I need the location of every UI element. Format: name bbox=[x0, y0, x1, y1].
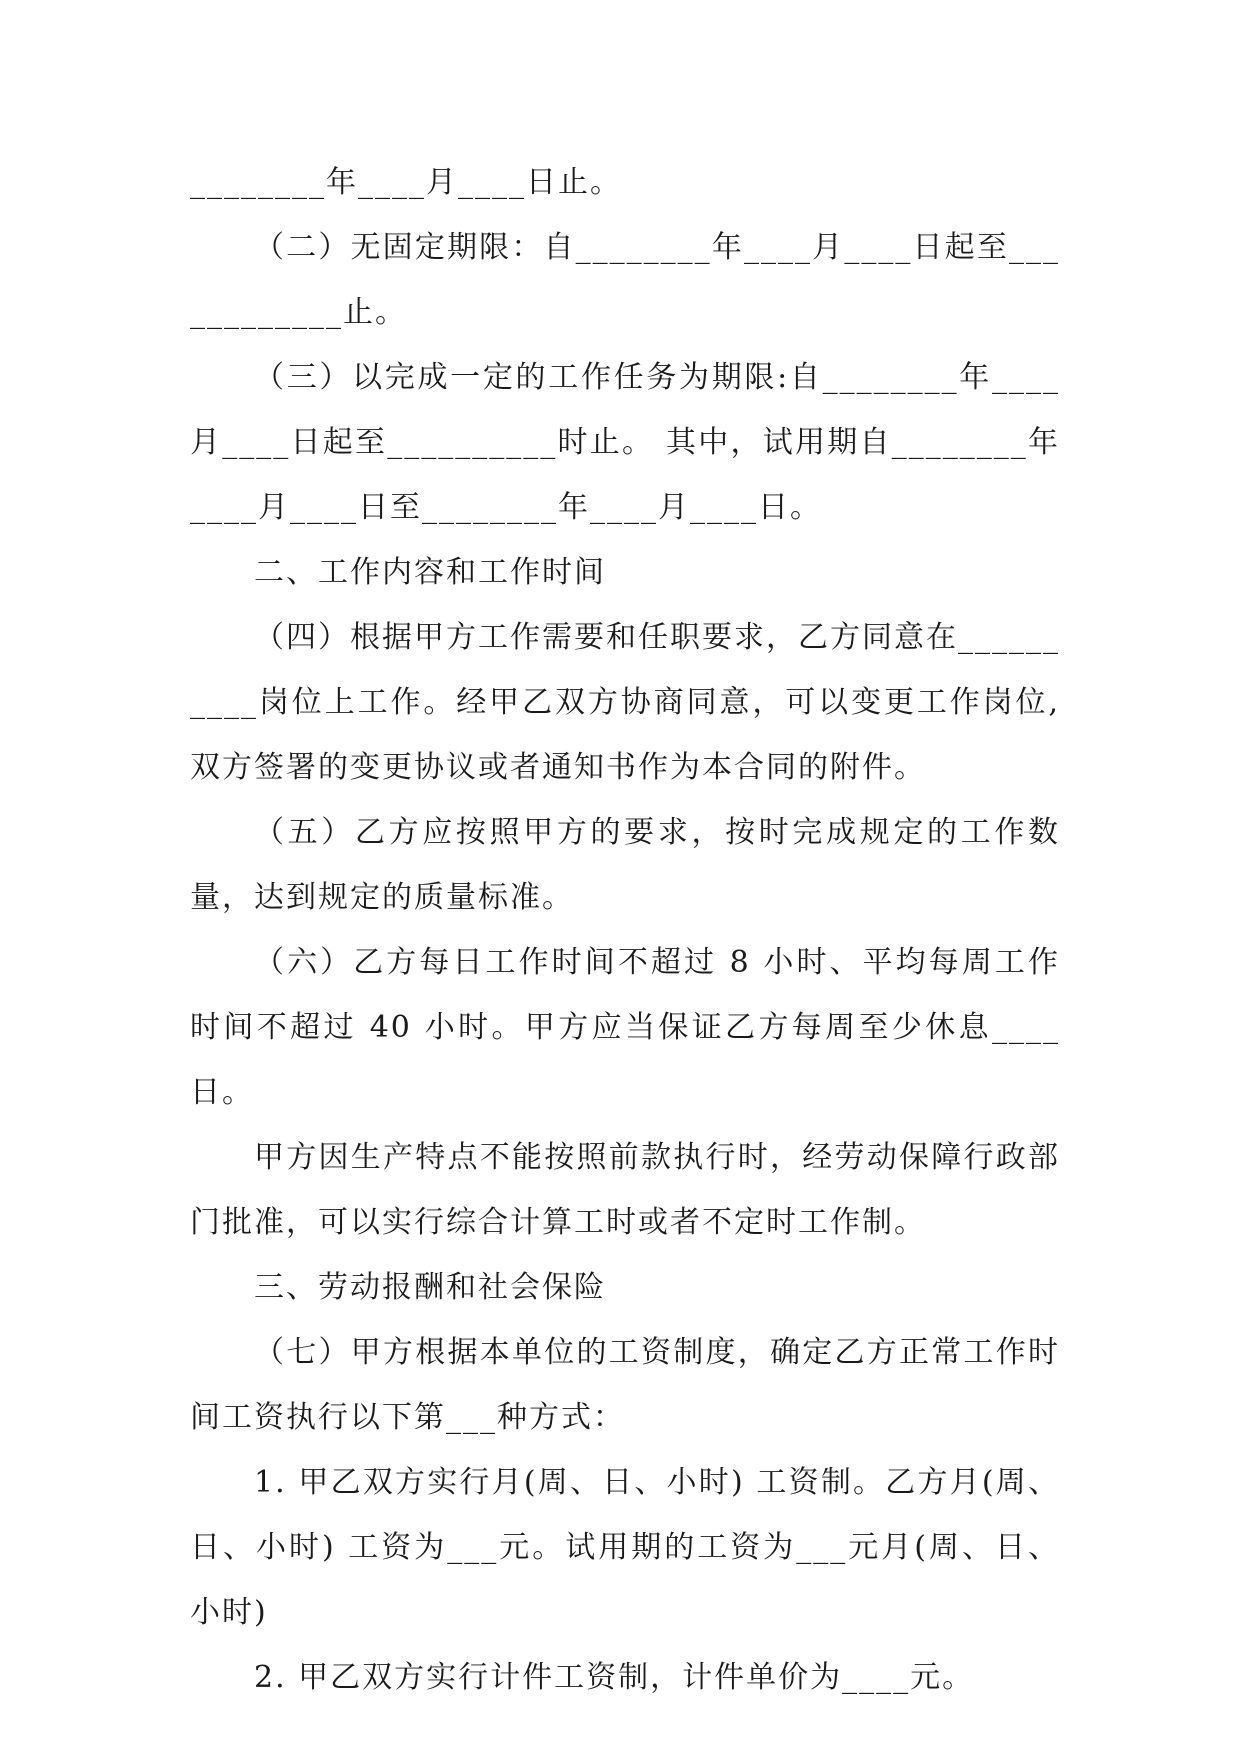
paragraph-exception: 甲方因生产特点不能按照前款执行时，经劳动保障行政部门批准，可以实行综合计算工时或者不定时工作制。 bbox=[190, 1140, 1060, 1240]
paragraph-pay-option-2: 2. 甲乙双方实行计件工资制，计件单价为____元。 bbox=[254, 1660, 975, 1695]
paragraph-pay-option-1: 1. 甲乙双方实行月(周、日、小时) 工资制。乙方月(周、日、小时) 工资为___元。试用期的工资为___元月(周、日、小时) bbox=[190, 1465, 1060, 1630]
section-heading-work: 二、工作内容和工作时间 bbox=[254, 555, 606, 590]
paragraph-clause-4: （四）根据甲方工作需要和任职要求，乙方同意在__________岗位上工作。经甲乙双方协商同意，可以变更工作岗位,双方签署的变更协议或者通知书作为本合同的附件。 bbox=[190, 620, 1060, 785]
section-heading-pay: 三、劳动报酬和社会保险 bbox=[254, 1270, 606, 1305]
paragraph-date-end: ________年____月____日止。 bbox=[190, 165, 622, 200]
paragraph-clause-3: （三）以完成一定的工作任务为期限:自________年____月____日起至__________时止。 其中，试用期自________年____月____日至________年____月____日。 bbox=[190, 360, 1060, 525]
document-body bbox=[190, 150, 1060, 1710]
paragraph-clause-6: （六）乙方每日工作时间不超过 8 小时、平均每周工作时间不超过 40 小时。甲方应当保证乙方每周至少休息____日。 bbox=[190, 945, 1060, 1110]
paragraph-clause-7: （七）甲方根据本单位的工资制度，确定乙方正常工作时间工资执行以下第___种方式： bbox=[190, 1335, 1060, 1435]
paragraph-clause-5: （五）乙方应按照甲方的要求，按时完成规定的工作数量，达到规定的质量标准。 bbox=[190, 815, 1060, 915]
paragraph-clause-2: （二）无固定期限：自________年____月____日起至____________止。 bbox=[190, 230, 1060, 330]
